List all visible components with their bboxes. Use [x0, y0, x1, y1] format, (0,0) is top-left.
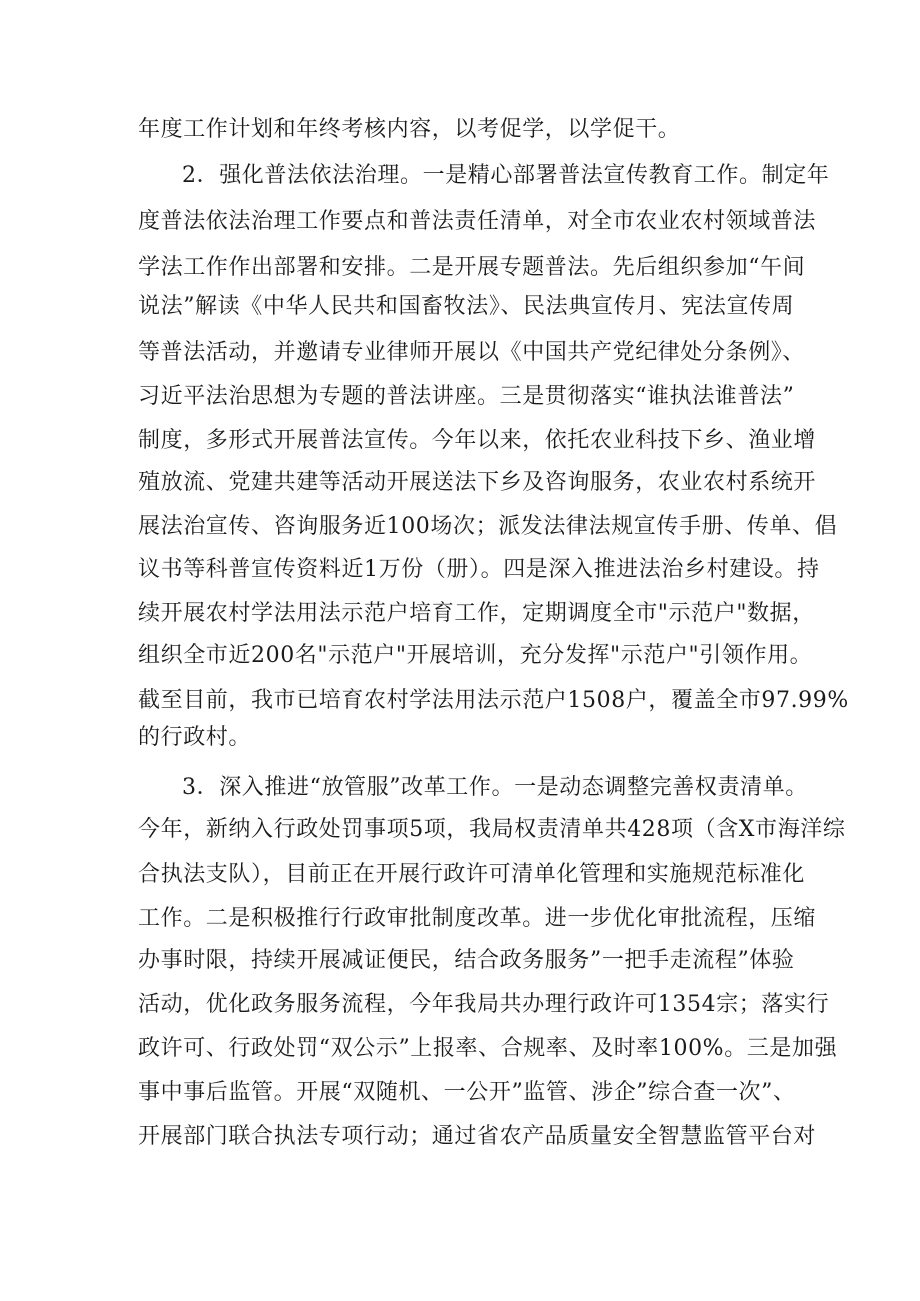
text-line-23: 事中事后监管。开展“双随机、一公开”监管、涉企”综合查一次”、	[138, 1080, 796, 1105]
text-line-22: 政许可、行政处罚“双公示”上报率、合规率、及时率100%。三是加强	[138, 1036, 838, 1061]
text-line-1: 年度工作计划和年终考核内容，以考促学，以学促干。	[138, 117, 681, 142]
text-line-8: 制度，多形式开展普法宣传。今年以来，依托农业科技下乡、渔业增	[138, 428, 817, 453]
text-line-10: 展法治宣传、咨询服务近100场次；派发法律法规宣传手册、传单、倡	[138, 514, 838, 539]
text-line-21: 活动，优化政务服务流程，今年我局共办理行政许可1354宗；落实行	[138, 992, 830, 1017]
text-line-18: 合执法支队），目前正在开展行政许可清单化管理和实施规范标准化	[138, 862, 806, 887]
text-line-5: 说法”解读《中华人民共和国畜牧法》、民法典宣传月、宪法宣传周	[138, 294, 795, 319]
text-line-2: 2．强化普法依法治理。一是精心部署普法宣传教育工作。制定年	[182, 163, 830, 188]
text-line-11: 议书等科普宣传资料近1万份（册）。四是深入推进法治乡村建设。持	[138, 557, 820, 582]
text-line-3: 度普法依法治理工作要点和普法责任清单，对全市农业农村领域普法	[138, 209, 817, 234]
text-line-19: 工作。二是积极推行行政审批制度改革。进一步优化审批流程，压缩	[138, 906, 817, 931]
text-line-13: 组织全市近200名"示范户"开展培训，充分发挥"示范户"引领作用。	[138, 643, 813, 668]
text-line-24: 开展部门联合执法专项行动；通过省农产品质量安全智慧监管平台对	[138, 1124, 817, 1149]
text-line-6: 等普法活动，并邀请专业律师开展以《中国共产党纪律处分条例》、	[138, 340, 806, 365]
text-line-4: 学法工作作出部署和安排。二是开展专题普法。先后组织参加“午间	[138, 255, 806, 280]
text-line-12: 续开展农村学法用法示范户培育工作，定期调度全市"示范户"数据，	[138, 601, 815, 626]
text-line-15: 的行政村。	[138, 725, 252, 750]
text-line-9: 殖放流、党建共建等活动开展送法下乡及咨询服务，农业农村系统开	[138, 470, 817, 495]
text-line-20: 办事时限，持续开展减证便民，结合政务服务”一把手走流程”体验	[138, 948, 795, 973]
text-line-16: 3．深入推进“放管服”改革工作。一是动态调整完善权责清单。	[182, 775, 808, 800]
text-line-7: 习近平法治思想为专题的普法讲座。三是贯彻落实“谁执法谁普法”	[138, 384, 795, 409]
text-line-17: 今年，新纳入行政处罚事项5项，我局权责清单共428项（含X市海洋综	[138, 817, 846, 842]
text-line-14: 截至目前，我市已培育农村学法用法示范户1508户，覆盖全市97.99%	[138, 688, 849, 713]
